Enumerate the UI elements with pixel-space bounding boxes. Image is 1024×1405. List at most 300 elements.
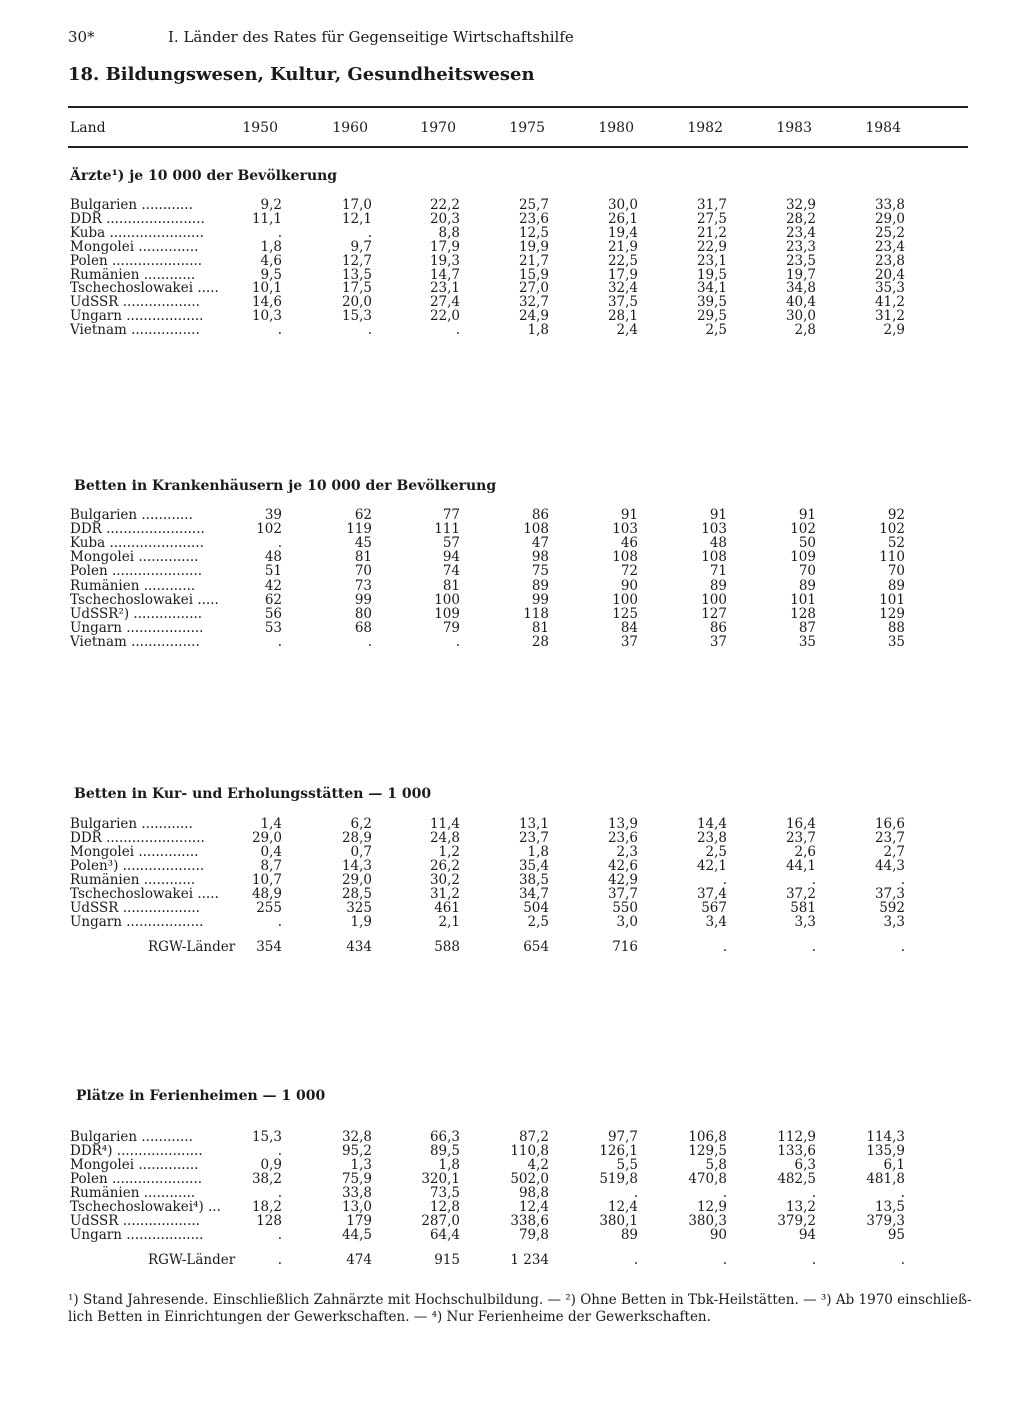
cell-value: 470,8: [688, 1171, 727, 1187]
cell-value: 2,9: [883, 322, 905, 339]
cell-value: 5,8: [705, 1157, 727, 1173]
cell-value: 77: [442, 507, 460, 523]
cell-value: 28,1: [607, 308, 638, 325]
cell-value: 338,6: [510, 1213, 549, 1229]
row-label: Kuba ......................: [70, 536, 204, 551]
cell-value: .: [455, 322, 460, 339]
cell-value: 25,7: [518, 197, 549, 213]
table-row: [0, 1228, 1024, 1242]
cell-value: 0,4: [260, 844, 282, 860]
row-label: Rumänien ............: [70, 1186, 196, 1200]
row-label: Mongolei ..............: [70, 239, 199, 254]
top-rule: [68, 106, 968, 108]
row-label: Polen .....................: [70, 1172, 203, 1186]
cell-value: 37: [709, 633, 727, 650]
cell-value: 0,9: [260, 1157, 282, 1173]
table-row: [0, 295, 1024, 309]
column-header-year: 1980: [598, 120, 634, 136]
row-label: Mongolei ..............: [70, 1158, 199, 1172]
cell-value: 37,4: [696, 886, 727, 902]
cell-value: 97,7: [607, 1129, 638, 1145]
cell-value: 581: [790, 900, 816, 916]
cell-value: 118: [523, 605, 549, 622]
cell-value: 25,2: [874, 224, 905, 241]
total-row: [0, 940, 1024, 954]
cell-value: 23,6: [518, 210, 549, 227]
cell-value: .: [811, 939, 816, 955]
cell-value: 92: [887, 507, 905, 523]
cell-value: 128: [256, 1213, 282, 1229]
cell-value: .: [633, 1252, 638, 1268]
table-row: [0, 1214, 1024, 1228]
row-label: UdSSR ..................: [70, 1214, 200, 1228]
cell-value: 481,8: [866, 1171, 905, 1187]
cell-value: 42,1: [696, 858, 727, 874]
cell-value: 51: [264, 563, 282, 580]
row-label: Tschechoslowakei .....: [70, 887, 219, 901]
cell-value: 41,2: [874, 294, 905, 311]
cell-value: 81: [531, 619, 549, 636]
table-row: [0, 607, 1024, 621]
cell-value: 26,1: [607, 210, 638, 227]
cell-value: 135,9: [866, 1143, 905, 1159]
cell-value: .: [277, 535, 282, 552]
cell-value: 6,1: [883, 1157, 905, 1173]
cell-value: 18,2: [251, 1199, 282, 1215]
row-label: Polen .....................: [70, 253, 203, 268]
cell-value: 102: [879, 521, 905, 538]
cell-value: 70: [798, 563, 816, 580]
table-row: [0, 309, 1024, 323]
cell-value: 13,0: [341, 1199, 372, 1215]
cell-value: 32,9: [785, 197, 816, 213]
cell-value: 588: [434, 939, 460, 955]
table-row: [0, 254, 1024, 268]
cell-value: 1,4: [260, 816, 282, 832]
row-label: UdSSR ..................: [70, 295, 200, 310]
cell-value: 15,3: [341, 308, 372, 325]
cell-value: 108: [523, 521, 549, 538]
cell-value: 19,4: [607, 224, 638, 241]
cell-value: 1 234: [510, 1252, 549, 1268]
footnote-line: lich Betten in Einrichtungen der Gewerkschaften. — ⁴) Nur Ferienheime der Gewerkschaften.: [68, 1309, 711, 1325]
cell-value: 6,3: [794, 1157, 816, 1173]
cell-value: 504: [523, 900, 549, 916]
cell-value: 28,2: [785, 210, 816, 227]
cell-value: 37,3: [874, 886, 905, 902]
cell-value: 89: [709, 577, 727, 594]
cell-value: 17,5: [341, 280, 372, 297]
cell-value: 80: [354, 605, 372, 622]
row-label: Ungarn ..................: [70, 915, 204, 929]
cell-value: 98,8: [518, 1185, 549, 1201]
cell-value: 103: [701, 521, 727, 538]
cell-value: 62: [264, 591, 282, 608]
table-row: [0, 198, 1024, 212]
cell-value: 133,6: [777, 1143, 816, 1159]
table-row: [0, 845, 1024, 859]
cell-value: 129: [879, 605, 905, 622]
cell-value: 102: [256, 521, 282, 538]
cell-value: 354: [256, 939, 282, 955]
cell-value: 42: [264, 577, 282, 594]
row-label: RGW-Länder: [148, 1252, 236, 1268]
cell-value: 99: [531, 591, 549, 608]
cell-value: 66,3: [429, 1129, 460, 1145]
cell-value: 73,5: [429, 1185, 460, 1201]
footnotes: [68, 1292, 988, 1326]
cell-value: 114,3: [866, 1129, 905, 1145]
cell-value: 129,5: [688, 1143, 727, 1159]
cell-value: 22,2: [429, 197, 460, 213]
cell-value: 30,0: [785, 308, 816, 325]
column-header-year: 1984: [865, 120, 901, 136]
cell-value: 3,3: [794, 914, 816, 930]
cell-value: 42,9: [607, 872, 638, 888]
cell-value: 15,9: [518, 266, 549, 283]
cell-value: 23,1: [429, 280, 460, 297]
row-label: DDR⁴) ....................: [70, 1144, 203, 1158]
cell-value: 3,0: [616, 914, 638, 930]
table-row: [0, 1130, 1024, 1144]
cell-value: 179: [346, 1213, 372, 1229]
cell-value: 1,8: [260, 238, 282, 255]
cell-value: 48: [709, 535, 727, 552]
cell-value: 1,2: [438, 844, 460, 860]
cell-value: 2,6: [794, 844, 816, 860]
cell-value: 5,5: [616, 1157, 638, 1173]
cell-value: 17,9: [607, 266, 638, 283]
table-row: [0, 873, 1024, 887]
section-title: Ärzte¹) je 10 000 der Bevölkerung: [70, 168, 338, 184]
cell-value: 10,1: [251, 280, 282, 297]
cell-value: 461: [434, 900, 460, 916]
table-row: [0, 901, 1024, 915]
cell-value: 17,0: [341, 197, 372, 213]
cell-value: 34,7: [518, 886, 549, 902]
cell-value: 23,8: [696, 830, 727, 846]
cell-value: 28: [531, 633, 549, 650]
cell-value: 52: [887, 535, 905, 552]
cell-value: 19,5: [696, 266, 727, 283]
cell-value: 91: [620, 507, 638, 523]
cell-value: 1,8: [438, 1157, 460, 1173]
cell-value: 23,4: [785, 224, 816, 241]
cell-value: 1,3: [350, 1157, 372, 1173]
cell-value: 35: [798, 633, 816, 650]
cell-value: .: [900, 939, 905, 955]
cell-value: 106,8: [688, 1129, 727, 1145]
cell-value: 84: [620, 619, 638, 636]
cell-value: 79,8: [518, 1227, 549, 1243]
cell-value: 29,0: [251, 830, 282, 846]
cell-value: 71: [709, 563, 727, 580]
cell-value: 119: [346, 521, 372, 538]
cell-value: 915: [434, 1252, 460, 1268]
cell-value: 20,3: [429, 210, 460, 227]
row-label: UdSSR²) ................: [70, 606, 203, 621]
cell-value: 14,6: [251, 294, 282, 311]
cell-value: 550: [612, 900, 638, 916]
cell-value: 46: [620, 535, 638, 552]
cell-value: 474: [346, 1252, 372, 1268]
cell-value: 6,2: [350, 816, 372, 832]
row-label: Rumänien ............: [70, 267, 196, 282]
cell-value: 12,9: [696, 1199, 727, 1215]
column-header-year: 1975: [509, 120, 545, 136]
cell-value: 2,3: [616, 844, 638, 860]
cell-value: 23,8: [874, 252, 905, 269]
running-title: I. Länder des Rates für Gegenseitige Wirtschaftshilfe: [168, 28, 574, 46]
cell-value: 86: [531, 507, 549, 523]
cell-value: 86: [709, 619, 727, 636]
cell-value: 2,4: [616, 322, 638, 339]
cell-value: 48: [264, 549, 282, 566]
cell-value: 2,5: [705, 322, 727, 339]
cell-value: 100: [612, 591, 638, 608]
cell-value: 91: [709, 507, 727, 523]
cell-value: 1,9: [350, 914, 372, 930]
page-number: 30*: [68, 28, 95, 46]
cell-value: 39,5: [696, 294, 727, 311]
cell-value: 11,4: [429, 816, 460, 832]
cell-value: 380,3: [688, 1213, 727, 1229]
cell-value: 15,3: [251, 1129, 282, 1145]
cell-value: 37,5: [607, 294, 638, 311]
cell-value: 2,7: [883, 844, 905, 860]
cell-value: 14,7: [429, 266, 460, 283]
cell-value: 31,2: [874, 308, 905, 325]
section-title: Betten in Krankenhäusern je 10 000 der Bevölkerung: [74, 478, 497, 494]
row-label: Rumänien ............: [70, 873, 196, 887]
cell-value: 9,7: [350, 238, 372, 255]
cell-value: 53: [264, 619, 282, 636]
section-title: Betten in Kur- und Erholungsstätten — 1 000: [74, 786, 432, 802]
row-label: Kuba ......................: [70, 225, 204, 240]
column-header-year: 1983: [776, 120, 812, 136]
cell-value: 112,9: [777, 1129, 816, 1145]
cell-value: .: [455, 633, 460, 650]
cell-value: 32,7: [518, 294, 549, 311]
cell-value: 98: [531, 549, 549, 566]
cell-value: 23,5: [785, 252, 816, 269]
row-label: DDR .......................: [70, 831, 205, 845]
footnote-line: ¹) Stand Jahresende. Einschließlich Zahnärzte mit Hochschulbildung. — ²) Ohne Betten in Tbk-Heilstätten. — ³) Ab 1970 einschließ-: [68, 1292, 972, 1308]
cell-value: .: [367, 224, 372, 241]
cell-value: 482,5: [777, 1171, 816, 1187]
column-header: [0, 120, 1024, 140]
cell-value: 108: [701, 549, 727, 566]
cell-value: 12,8: [429, 1199, 460, 1215]
cell-value: 32,4: [607, 280, 638, 297]
table-row: [0, 508, 1024, 522]
row-label: Vietnam ................: [70, 634, 200, 649]
cell-value: 2,5: [705, 844, 727, 860]
cell-value: 592: [879, 900, 905, 916]
cell-value: 12,1: [341, 210, 372, 227]
cell-value: 28,5: [341, 886, 372, 902]
cell-value: 79: [442, 619, 460, 636]
cell-value: 287,0: [421, 1213, 460, 1229]
cell-value: 23,6: [607, 830, 638, 846]
cell-value: 10,3: [251, 308, 282, 325]
cell-value: 27,0: [518, 280, 549, 297]
cell-value: 4,2: [527, 1157, 549, 1173]
cell-value: 89: [620, 1227, 638, 1243]
cell-value: 8,7: [260, 858, 282, 874]
cell-value: 23,7: [785, 830, 816, 846]
cell-value: 95,2: [341, 1143, 372, 1159]
cell-value: 81: [354, 549, 372, 566]
cell-value: .: [277, 1143, 282, 1159]
cell-value: 2,8: [794, 322, 816, 339]
table-row: [0, 240, 1024, 254]
cell-value: 37: [620, 633, 638, 650]
cell-value: 44,1: [785, 858, 816, 874]
cell-value: .: [811, 1185, 816, 1201]
cell-value: 29,0: [874, 210, 905, 227]
cell-value: 68: [354, 619, 372, 636]
cell-value: 380,1: [599, 1213, 638, 1229]
cell-value: 23,4: [874, 238, 905, 255]
cell-value: 9,5: [260, 266, 282, 283]
row-label: UdSSR ..................: [70, 901, 200, 915]
cell-value: 35,3: [874, 280, 905, 297]
table-row: [0, 212, 1024, 226]
cell-value: 3,3: [883, 914, 905, 930]
cell-value: 12,7: [341, 252, 372, 269]
cell-value: 70: [887, 563, 905, 580]
cell-value: 434: [346, 939, 372, 955]
cell-value: 23,3: [785, 238, 816, 255]
cell-value: 70: [354, 563, 372, 580]
table-row: [0, 887, 1024, 901]
table-row: [0, 635, 1024, 649]
row-label: DDR .......................: [70, 522, 205, 537]
table-row: [0, 831, 1024, 845]
cell-value: 21,9: [607, 238, 638, 255]
cell-value: 13,9: [607, 816, 638, 832]
cell-value: .: [633, 1185, 638, 1201]
cell-value: 4,6: [260, 252, 282, 269]
cell-value: 22,5: [607, 252, 638, 269]
cell-value: 16,6: [874, 816, 905, 832]
cell-value: 33,8: [341, 1185, 372, 1201]
row-label: DDR .......................: [70, 211, 205, 226]
cell-value: 75,9: [341, 1171, 372, 1187]
cell-value: 379,2: [777, 1213, 816, 1229]
cell-value: 90: [620, 577, 638, 594]
cell-value: 30,0: [607, 197, 638, 213]
table-row: [0, 564, 1024, 578]
page-header: [68, 28, 574, 46]
cell-value: 48,9: [251, 886, 282, 902]
cell-value: 567: [701, 900, 727, 916]
table-row: [0, 579, 1024, 593]
table-row: [0, 817, 1024, 831]
table-row: [0, 1158, 1024, 1172]
cell-value: 73: [354, 577, 372, 594]
cell-value: .: [722, 1252, 727, 1268]
cell-value: 44,3: [874, 858, 905, 874]
cell-value: 11,1: [251, 210, 282, 227]
cell-value: .: [277, 633, 282, 650]
cell-value: 3,4: [705, 914, 727, 930]
column-header-year: 1982: [687, 120, 723, 136]
cell-value: 56: [264, 605, 282, 622]
row-label: RGW-Länder: [148, 939, 236, 955]
table-row: [0, 268, 1024, 282]
row-label: Bulgarien ............: [70, 508, 193, 522]
cell-value: 40,4: [785, 294, 816, 311]
cell-value: 102: [790, 521, 816, 538]
cell-value: .: [367, 633, 372, 650]
cell-value: 87: [798, 619, 816, 636]
cell-value: 24,8: [429, 830, 460, 846]
cell-value: 94: [442, 549, 460, 566]
cell-value: 90: [709, 1227, 727, 1243]
cell-value: 45: [354, 535, 372, 552]
cell-value: 103: [612, 521, 638, 538]
row-label: Mongolei ..............: [70, 550, 199, 565]
cell-value: 20,0: [341, 294, 372, 311]
cell-value: 23,7: [518, 830, 549, 846]
cell-value: 13,2: [785, 1199, 816, 1215]
cell-value: 22,9: [696, 238, 727, 255]
row-label: Rumänien ............: [70, 578, 196, 593]
cell-value: 13,1: [518, 816, 549, 832]
cell-value: 23,7: [874, 830, 905, 846]
cell-value: 31,2: [429, 886, 460, 902]
table-row: [0, 550, 1024, 564]
cell-value: 125: [612, 605, 638, 622]
cell-value: 34,1: [696, 280, 727, 297]
cell-value: 0,7: [350, 844, 372, 860]
cell-value: 109: [790, 549, 816, 566]
cell-value: .: [900, 872, 905, 888]
cell-value: 37,2: [785, 886, 816, 902]
cell-value: 72: [620, 563, 638, 580]
row-label: Ungarn ..................: [70, 309, 204, 324]
cell-value: 74: [442, 563, 460, 580]
cell-value: .: [277, 914, 282, 930]
table-row: [0, 1200, 1024, 1214]
cell-value: 14,4: [696, 816, 727, 832]
table-row: [0, 536, 1024, 550]
cell-value: .: [277, 1185, 282, 1201]
cell-value: .: [277, 224, 282, 241]
section-title: Plätze in Ferienheimen — 1 000: [76, 1088, 326, 1104]
table-row: [0, 593, 1024, 607]
cell-value: 62: [354, 507, 372, 523]
cell-value: 37,7: [607, 886, 638, 902]
cell-value: 2,1: [438, 914, 460, 930]
row-label: Tschechoslowakei .....: [70, 592, 219, 607]
row-label: Ungarn ..................: [70, 620, 204, 635]
row-label: Polen .....................: [70, 564, 203, 579]
cell-value: 34,8: [785, 280, 816, 297]
cell-value: 94: [798, 1227, 816, 1243]
cell-value: 29,0: [341, 872, 372, 888]
cell-value: 31,7: [696, 197, 727, 213]
row-label: Tschechoslowakei .....: [70, 281, 219, 296]
cell-value: 20,4: [874, 266, 905, 283]
cell-value: 100: [434, 591, 460, 608]
header-rule: [68, 146, 968, 148]
table-row: [0, 1144, 1024, 1158]
cell-value: 38,2: [251, 1171, 282, 1187]
cell-value: 19,7: [785, 266, 816, 283]
